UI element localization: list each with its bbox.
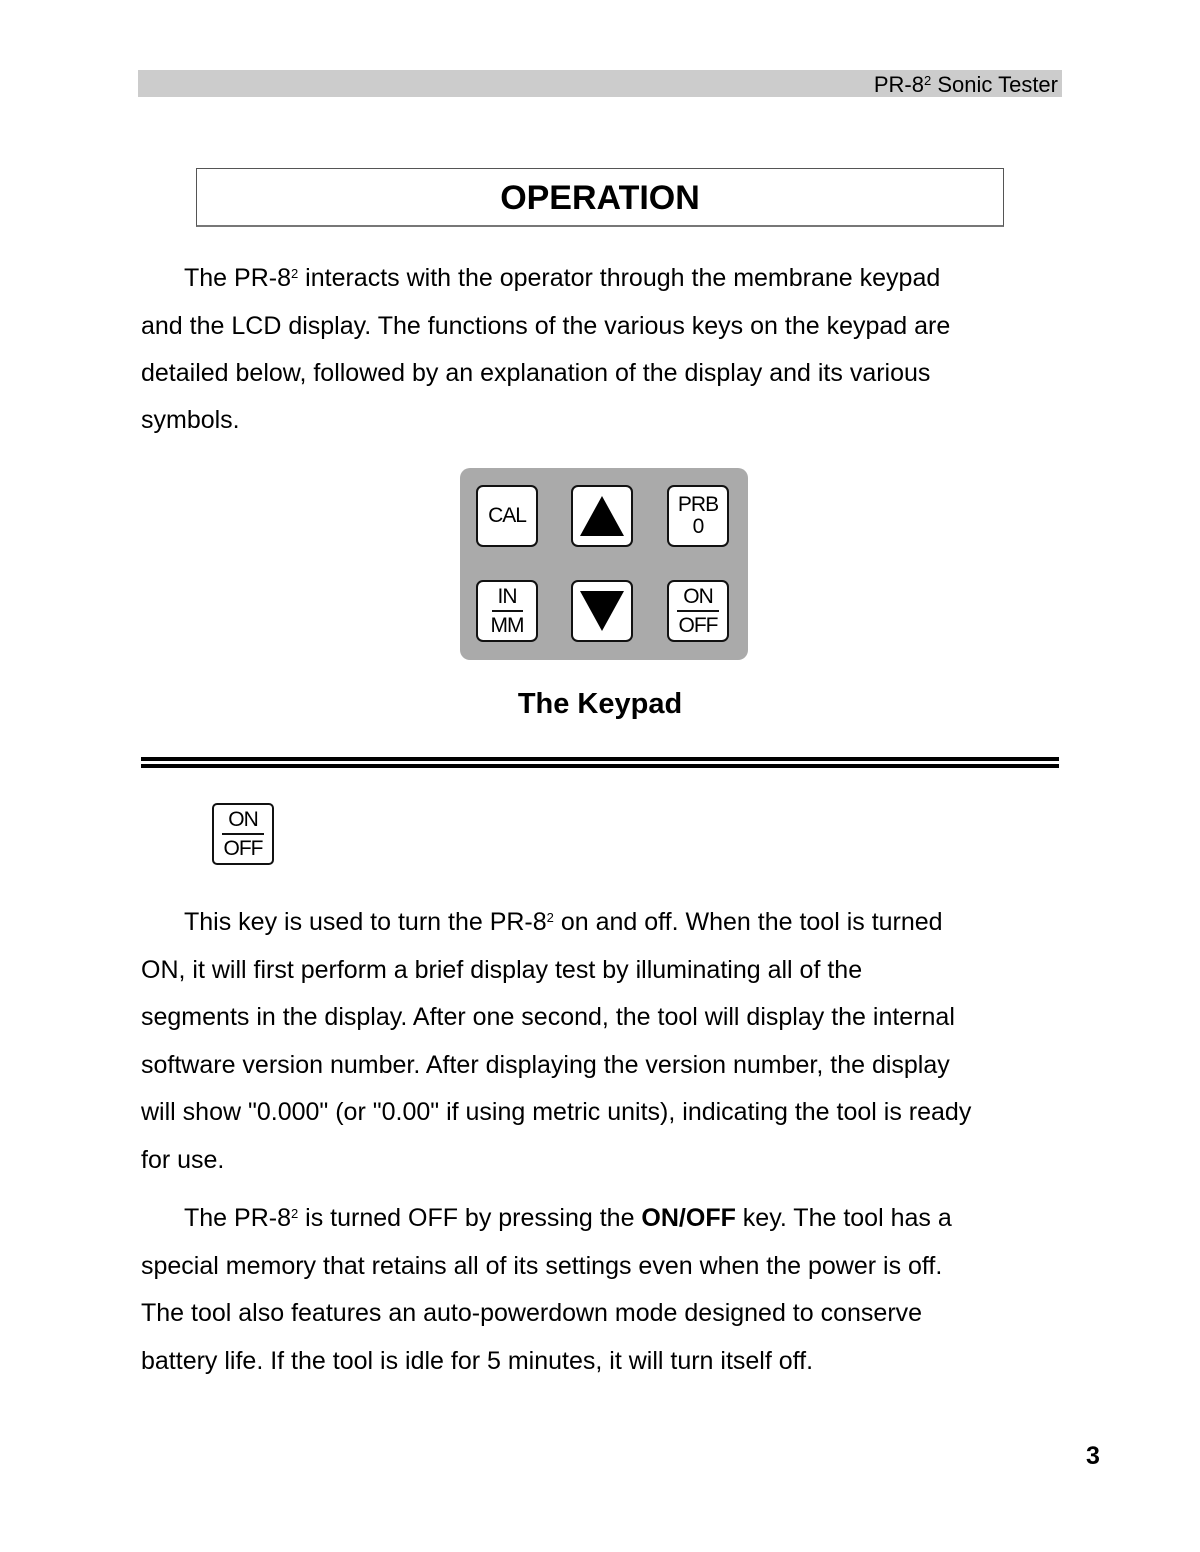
divider-rule-top [141,757,1059,761]
text-segment: on and off. When the tool is turned [553,908,943,936]
header-title [874,71,1058,98]
text-line [184,898,943,946]
in-mm-key [476,580,538,642]
text-segment: will show "0.000" (or "0.00" if using metric units), indicating the tool is ready [141,1098,972,1126]
header-title-prefix: PR-8 [873,72,924,97]
on-key-label: ON [677,586,719,612]
section-title: OPERATION [500,179,700,217]
page-number: 3 [1086,1442,1100,1470]
text-segment: is turned OFF by pressing the [298,1204,642,1232]
text-segment: segments in the display. After one second, the tool will display the internal [141,1003,955,1031]
on-label: ON [222,809,264,835]
text-segment: ON, it will first perform a brief display test by illuminating all of the [141,956,863,984]
mm-key-label: MM [490,613,524,637]
text-segment: symbols. [141,406,240,434]
off-label: OFF [223,836,263,860]
text-segment: interacts with the operator through the membrane keypad [298,264,941,292]
text-line [141,302,950,350]
text-segment: for use. [141,1146,225,1174]
up-arrow-key [571,485,633,547]
cal-key-label: CAL [488,504,526,527]
header-superscript: 2 [923,73,932,88]
bold-term: ON/OFF [641,1204,736,1232]
prb-key-label: PRB [677,493,719,516]
text-segment: software version number. After displaying the version number, the display [141,1051,950,1079]
text-segment: The PR-8 [184,264,291,292]
text-line [184,254,940,302]
text-line [141,946,862,994]
text-segment: battery life. If the tool is idle for 5 minutes, it will turn itself off. [141,1347,814,1375]
superscript: 2 [546,910,554,925]
text-line [141,1136,224,1184]
text-segment: The PR-8 [184,1204,291,1232]
text-segment: key. The tool has a [735,1204,952,1232]
text-segment: and the LCD display. The functions of the various keys on the keypad are [141,312,951,340]
text-segment: The tool also features an auto-powerdown mode designed to conserve [141,1299,923,1327]
text-line [141,1289,922,1337]
up-arrow-icon [580,496,624,536]
text-segment: This key is used to turn the PR-8 [184,908,547,936]
down-arrow-icon [580,591,624,631]
section-title-box [196,168,1004,227]
text-segment: detailed below, followed by an explanation of the display and its various [141,359,931,387]
prb-zero-key [667,485,729,547]
in-key-label: IN [492,586,523,612]
off-key-label: OFF [678,613,718,637]
superscript: 2 [290,266,299,281]
running-header [138,70,1062,97]
text-segment: special memory that retains all of its settings even when the power is off. [141,1252,943,1280]
text-line [141,1088,971,1136]
keypad-caption: The Keypad [517,688,683,720]
zero-key-label: 0 [692,515,704,538]
text-line [141,1242,942,1290]
cal-key [476,485,538,547]
text-line [141,1337,813,1385]
divider-rule-bottom [141,764,1059,768]
text-line [141,396,240,444]
header-title-suffix: Sonic Tester [931,72,1058,97]
on-off-key-icon [212,803,274,865]
on-off-key [667,580,729,642]
keypad-illustration [460,468,748,660]
text-line [141,349,930,397]
superscript: 2 [290,1206,299,1221]
text-line [141,1041,950,1089]
text-line [141,993,955,1041]
down-arrow-key [571,580,633,642]
text-line [184,1194,952,1242]
